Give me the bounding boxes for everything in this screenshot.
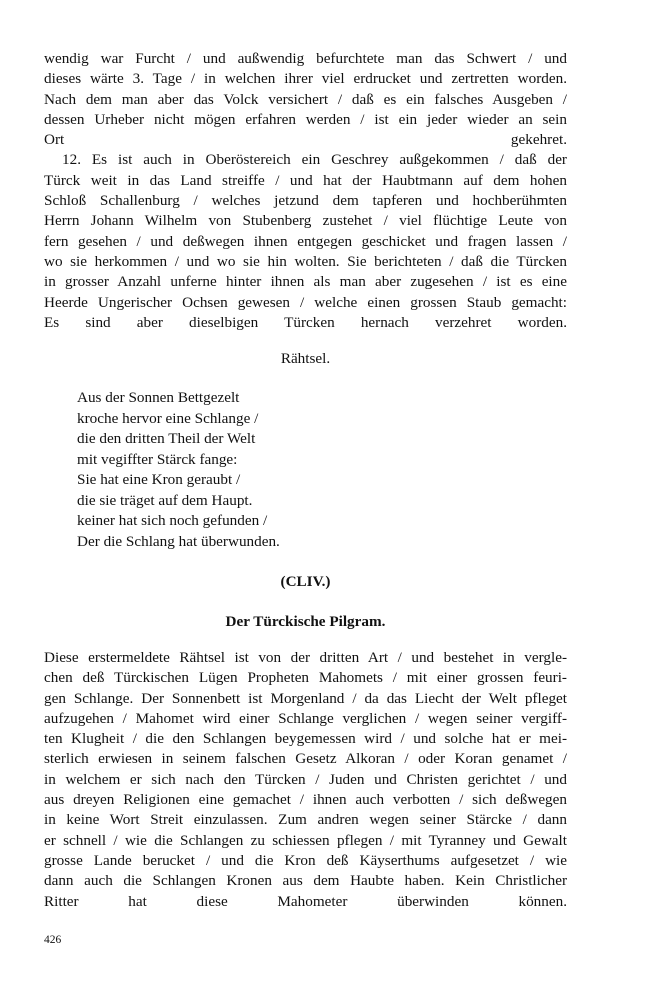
- text-line: Heerde Ungerischer Ochsen gewesen / welche einen grossen Staub gemacht:: [44, 293, 567, 311]
- text-line: dessen Urheber nicht mögen erfahren werden / ist ein jeder wieder an sein: [44, 110, 567, 128]
- text-line: in grosser Anzahl unferne hinter ihnen als man aber zugesehen / ist es eine: [44, 273, 567, 291]
- text-line: Herrn Johann Wilhelm von Stubenberg zustehet / viel flüchtige Leute von: [44, 212, 567, 230]
- poem-line: Aus der Sonnen Bettgezelt: [77, 389, 240, 406]
- text-line: sterlich erwiesen in seinem falschen Gesetz Alkoran / oder Koran genamet /: [44, 750, 567, 768]
- text-line: chen deß Türckischen Lügen Propheten Mahomets / mit einer grossen feuri-: [44, 669, 567, 687]
- text-line: dann auch die Schlangen Kronen aus dem Haubte haben. Kein Christlicher: [44, 872, 567, 890]
- text-line: fern gesehen / und deßwegen ihnen entgegen geschicket und fragen lassen /: [44, 232, 567, 250]
- text-line: in welchem er sich nach den Türcken / Juden und Christen gerichtet / und: [44, 770, 567, 788]
- text-line: Es sind aber dieselbigen Türcken hernach verzehret worden.: [44, 313, 567, 331]
- text-line: Diese erstermeldete Rähtsel ist von der dritten Art / und bestehet in vergle-: [44, 649, 567, 666]
- poem-line: die den dritten Theil der Welt: [77, 430, 256, 447]
- text-line: ten Klugheit / die den Schlangen beygemessen wird / und solche hat er mei-: [44, 730, 567, 748]
- text-line: wo sie herkommen / und wo sie hin wolten. Sie berichteten / daß die Türcken: [44, 252, 567, 270]
- section-title: Der Türckische Pilgram.: [225, 613, 386, 630]
- paragraph-block-top: [44, 49, 567, 333]
- paragraph-block-bottom: [44, 648, 567, 912]
- text-line: Ritter hat diese Mahometer überwinden können.: [44, 892, 567, 910]
- text-line: er schnell / wie die Schlangen zu schiessen pflegen / mit Tyranney und Gewalt: [44, 831, 567, 849]
- text-line: grosse Lande berucket / und die Kron deß Käyserthums aufgesetzet / wie: [44, 851, 567, 869]
- section-number: (CLIV.): [280, 573, 331, 590]
- text-line: 12. Es ist auch in Oberöstereich ein Geschrey außgekommen / daß der: [62, 151, 567, 169]
- poem-line: mit vegiffter Stärck fange:: [77, 450, 238, 468]
- text-line: Ort gekehret.: [44, 131, 567, 149]
- text-line: Türck weit in das Land streiffe / und hat der Haubtmann auf dem hohen: [44, 171, 567, 189]
- text-line: aufzugehen / Mahomet wird einer Schlange verglichen / wegen seiner vergiff-: [44, 709, 567, 727]
- riddle-title: Rähtsel.: [280, 350, 331, 367]
- poem-line: Sie hat eine Kron geraubt /: [77, 471, 241, 488]
- poem-line: kroche hervor eine Schlange /: [77, 409, 259, 427]
- text-line: Nach dem man aber das Volck versichert / daß es ein falsches Ausgeben /: [44, 90, 567, 108]
- poem-line: Der die Schlang hat überwunden.: [77, 532, 280, 550]
- poem-line: die sie träget auf dem Haupt.: [77, 491, 253, 509]
- text-line: wendig war Furcht / und außwendig befurchtete man das Schwert / und: [44, 50, 567, 67]
- text-line: Schloß Schallenburg / welches jetzund dem tapferen und hochberühmten: [44, 192, 567, 210]
- text-line: in keine Wort Streit einzulassen. Zum andren wegen seiner Stärcke / dann: [44, 811, 567, 829]
- riddle-poem: [77, 388, 280, 552]
- text-line: dieses wärte 3. Tage / in welchen ihrer viel erdrucket und zertretten worden.: [44, 70, 567, 88]
- page-number: 426: [44, 934, 62, 946]
- poem-line: keiner hat sich noch gefunden /: [77, 512, 268, 529]
- text-line: gen Schlange. Der Sonnenbett ist Morgenland / da das Liecht der Welt pfleget: [44, 689, 567, 707]
- text-line: aus dreyen Religionen eine gemachet / ihnen auch verbotten / sich deßwegen: [44, 791, 567, 809]
